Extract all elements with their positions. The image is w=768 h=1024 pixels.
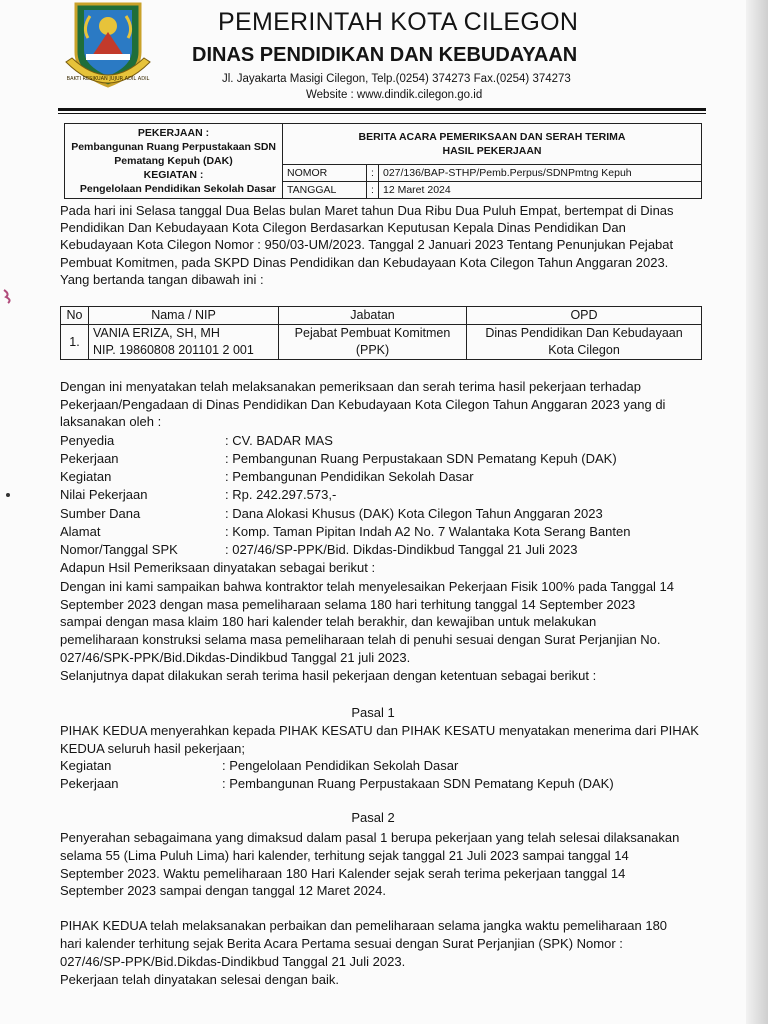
table-row (61, 325, 702, 360)
nomor-label: NOMOR (283, 165, 367, 182)
detail-value: : Komp. Taman Pipitan Indah A2 No. 7 Walantaka Kota Serang Banten (225, 524, 631, 539)
intro-line-3: Kebudayaan Kota Cilegon Nomor : 950/03-UM/2023. Tanggal 2 Januari 2023 Tentang Penunjukan Pejabat (60, 237, 674, 252)
opd-line1: Dinas Pendidikan Dan Kebudayaan (485, 326, 683, 340)
statement-line-1: Dengan ini menyatakan telah melaksanakan pemeriksaan dan serah terima hasil pekerjaan terhadap (60, 379, 642, 394)
tanggal-colon: : (367, 182, 379, 199)
col-header-opd: OPD (467, 307, 702, 325)
statement-line-2: Pekerjaan/Pengadaan di Dinas Pendidikan Dan Kebudayaan Kota Cilegon Tahun Anggaran 2023 yang di (60, 397, 666, 412)
detail-value: : Pembangunan Ruang Perpustakaan SDN Pematang Kepuh (DAK) (225, 451, 617, 466)
jabatan-line1: Pejabat Pembuat Komitmen (294, 326, 451, 340)
tanggal-label: TANGGAL (283, 182, 367, 199)
detail-value: : 027/46/SP-PPK/Bid. Dikdas-Dindikbud Tanggal 21 Juli 2023 (225, 542, 578, 557)
document-title-line1: BERITA ACARA PEMERIKSAAN DAN SERAH TERIMA (358, 131, 626, 143)
pasal-2-title: Pasal 2 (351, 810, 395, 825)
pasal-1-line-1: PIHAK KEDUA menyerahkan kepada PIHAK KESATU dan PIHAK KESATU menyatakan menerima dari PIHAK (60, 723, 699, 738)
col-header-jabatan: Jabatan (279, 307, 467, 325)
jabatan-line2: (PPK) (355, 343, 390, 357)
kegiatan-value: Pengelolaan Pendidikan Sekolah Dasar (79, 183, 276, 195)
pekerjaan-label: PEKERJAAN : (137, 127, 210, 139)
detail-label: Nomor/Tanggal SPK (60, 542, 178, 557)
col-header-name: Nama / NIP (89, 307, 279, 325)
pasal-2-line-5: PIHAK KEDUA telah melaksanakan perbaikan dan pemeliharaan selama jangka waktu pemeliharaan 180 (60, 918, 668, 933)
detail-label: Penyedia (60, 433, 115, 448)
detail-value: : CV. BADAR MAS (225, 433, 333, 448)
page-edge-shadow (746, 0, 768, 1024)
findings-intro: Adapun Hsil Pemeriksaan dinyatakan sebagai berikut : (60, 560, 376, 575)
work-info-cell (65, 124, 283, 199)
pasal-2-line-1: Penyerahan sebagaimana yang dimaksud dalam pasal 1 berupa pekerjaan yang telah selesai dilaksanakan (60, 830, 680, 845)
findings-line-4: pemeliharaan konstruksi selama masa pemeliharaan telah di penuhi sesuai dengan Surat Perjanjian No. (60, 632, 661, 647)
detail-label: Pekerjaan (60, 451, 119, 466)
nomor-colon: : (367, 165, 379, 182)
detail-label: Alamat (60, 524, 101, 539)
row-jabatan-cell (279, 325, 467, 360)
kegiatan-label: KEGIATAN : (143, 169, 204, 181)
document-title-cell (283, 124, 702, 165)
intro-line-5: Yang bertanda tangan dibawah ini : (60, 272, 264, 287)
row-no: 1. (61, 325, 89, 360)
government-title: PEMERINTAH KOTA CILEGON (218, 8, 579, 36)
findings-line-5: 027/46/SPK-PPK/Bid.Dikdas-Dindikbud Tanggal 21 juli 2023. (60, 650, 411, 665)
signatory-name: VANIA ERIZA, SH, MH (93, 326, 220, 340)
city-emblem-logo (62, 0, 154, 94)
opd-line2: Kota Cilegon (548, 343, 620, 357)
pasal-1-kegiatan-value: : Pengelolaan Pendidikan Sekolah Dasar (222, 758, 459, 773)
department-website: Website : www.dindik.cilegon.go.id (306, 89, 483, 101)
pasal-1-line-2: KEDUA seluruh hasil pekerjaan; (60, 741, 245, 756)
detail-value: : Pembangunan Pendidikan Sekolah Dasar (225, 469, 474, 484)
pasal-1-pekerjaan-value: : Pembangunan Ruang Perpustakaan SDN Pematang Kepuh (DAK) (222, 776, 614, 791)
department-address: Jl. Jayakarta Masigi Cilegon, Telp.(0254) 374273 Fax.(0254) 374273 (222, 73, 571, 85)
scan-speck (6, 493, 10, 497)
detail-label: Nilai Pekerjaan (60, 487, 148, 502)
intro-line-2: Pendidikan Dan Kebudayaan Kota Cilegon Berdasarkan Keputusan Kepala Dinas Pendidikan Dan (60, 220, 626, 235)
pasal-1-kegiatan-label: Kegiatan (60, 758, 112, 773)
pasal-2-line-3: September 2023. Waktu pemeliharaan 180 Hari Kalender sejak serah terima pekerjaan tanggal 14 (60, 866, 626, 881)
detail-value: : Dana Alokasi Khusus (DAK) Kota Cilegon Tahun Anggaran 2023 (225, 506, 603, 521)
findings-line-6: Selanjutnya dapat dilakukan serah terima hasil pekerjaan dengan ketentuan sebagai berikut : (60, 668, 597, 683)
pasal-2-line-6: hari kalender terhitung sejak Berita Acara Pertama sesuai dengan Surat Perjanjian (SPK) Nomor : (60, 936, 623, 951)
detail-label: Kegiatan (60, 469, 112, 484)
findings-line-2: September 2023 dengan masa pemeliharaan selama 180 hari terhitung tanggal 14 September 2023 (60, 597, 636, 612)
col-header-no: No (61, 307, 89, 325)
department-title: DINAS PENDIDIKAN DAN KEBUDAYAAN (192, 44, 578, 66)
findings-line-3: sampai dengan masa klaim 180 hari kalender telah berakhir, dan kewajiban untuk melakukan (60, 614, 597, 629)
intro-line-1: Pada hari ini Selasa tanggal Dua Belas bulan Maret tahun Dua Ribu Dua Puluh Empat, bertempat di Dinas (60, 203, 674, 218)
detail-value: : Rp. 242.297.573,- (225, 487, 337, 502)
document-info-table (64, 123, 702, 199)
findings-line-1: Dengan ini kami sampaikan bahwa kontraktor telah menyelesaikan Pekerjaan Fisik 100% pada Tanggal 14 (60, 579, 675, 594)
pen-mark-icon (2, 288, 14, 304)
row-opd-cell (467, 325, 702, 360)
detail-label: Sumber Dana (60, 506, 141, 521)
logo-ribbon-text: BAKTI RESIKUAN JUJUR ADIL ADIL (66, 76, 150, 82)
pekerjaan-line2: Pematang Kepuh (DAK) (114, 155, 233, 167)
pekerjaan-line1: Pembangunan Ruang Perpustakaan SDN (71, 141, 276, 153)
pasal-2-line-2: selama 55 (Lima Puluh Lima) hari kalender, terhitung sejak tanggal 21 Juli 2023 sampai tanggal 14 (60, 848, 629, 863)
pasal-2-line-4: September 2023 sampai dengan tanggal 12 Maret 2024. (60, 883, 386, 898)
pasal-1-title: Pasal 1 (351, 705, 395, 720)
document-title-line2: HASIL PEKERJAAN (442, 145, 542, 157)
nomor-value: 027/136/BAP-STHP/Pemb.Perpus/SDNPmtng Kepuh (379, 165, 702, 182)
letterhead-rule-thick (58, 108, 706, 111)
pasal-1-pekerjaan-label: Pekerjaan (60, 776, 119, 791)
tanggal-value: 12 Maret 2024 (379, 182, 702, 199)
statement-line-3: laksanakan oleh : (60, 414, 162, 429)
row-name-cell (89, 325, 279, 360)
signatory-nip: NIP. 19860808 201101 2 001 (93, 343, 254, 357)
intro-line-4: Pembuat Komitmen, pada SKPD Dinas Pendidikan dan Kebudayaan Kota Cilegon Tahun Anggaran 2023. (60, 255, 669, 270)
letterhead-rule-thin (58, 113, 706, 114)
signatory-table (60, 306, 702, 360)
pasal-2-line-8: Pekerjaan telah dinyatakan selesai dengan baik. (60, 972, 339, 987)
pasal-2-line-7: 027/46/SP-PPK/Bid.Dikdas-Dindikbud Tanggal 21 Juli 2023. (60, 954, 406, 969)
